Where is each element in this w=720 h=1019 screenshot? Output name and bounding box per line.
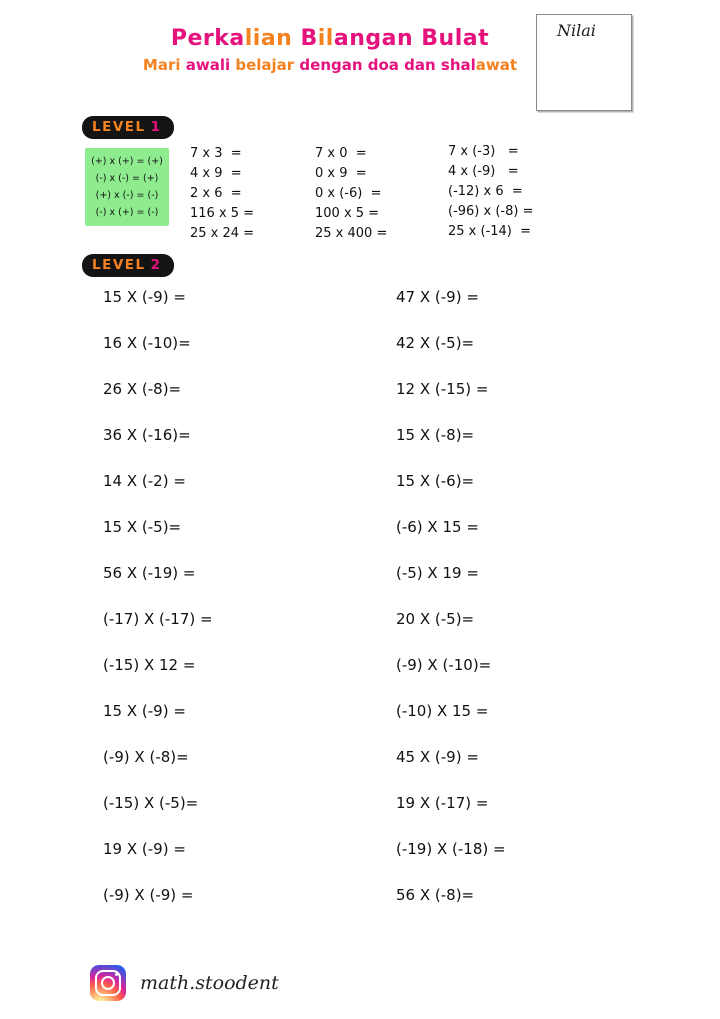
level2-problem: 19 X (-9) = bbox=[103, 840, 186, 858]
level2-badge bbox=[82, 254, 174, 277]
level2-problem: 19 X (-17) = bbox=[396, 794, 489, 812]
subtitle-segment: dengan doa dan shal bbox=[299, 56, 476, 74]
level1-problem: 25 x (-14) = bbox=[448, 224, 532, 239]
level2-problem: 16 X (-10)= bbox=[103, 334, 191, 352]
level2-problem: 26 X (-8)= bbox=[103, 380, 182, 398]
level2-column-right bbox=[396, 290, 506, 903]
level1-problem: 7 x 0 = bbox=[315, 146, 367, 161]
subtitle-segment: awali bbox=[185, 56, 236, 74]
level2-problem: 15 X (-5)= bbox=[103, 518, 182, 536]
level2-problem: 15 X (-9) = bbox=[103, 702, 186, 720]
level2-problem: 14 X (-2) = bbox=[103, 472, 186, 490]
level2-problem: 42 X (-5)= bbox=[396, 334, 475, 352]
level1-column-3 bbox=[448, 142, 533, 242]
level2-problem: 15 X (-8)= bbox=[396, 426, 475, 444]
title-segment: Perka bbox=[170, 26, 245, 51]
level1-problem: 25 x 24 = bbox=[190, 226, 255, 241]
level2-problem: (-19) X (-18) = bbox=[396, 840, 506, 858]
title-segment: il bbox=[317, 26, 334, 51]
footer bbox=[90, 965, 279, 1001]
level2-problem: 15 X (-6)= bbox=[396, 472, 475, 490]
level2-problem: 20 X (-5)= bbox=[396, 610, 475, 628]
level1-problem: 4 x (-9) = bbox=[448, 164, 519, 179]
instagram-icon bbox=[90, 965, 126, 1001]
level2-problem: (-15) X 12 = bbox=[103, 656, 196, 674]
level1-badge-label: LEVEL bbox=[92, 119, 146, 135]
score-label: Nilai bbox=[557, 21, 596, 40]
subtitle-segment: awat bbox=[475, 56, 518, 74]
level2-problem: 15 X (-9) = bbox=[103, 288, 186, 306]
level2-problem: 12 X (-15) = bbox=[396, 380, 489, 398]
title-segment: angan Bulat bbox=[333, 26, 490, 51]
subtitle-segment: Mari bbox=[142, 56, 186, 74]
level2-problem: (-17) X (-17) = bbox=[103, 610, 213, 628]
level1-badge-number: 1 bbox=[150, 119, 162, 135]
title-segment: B bbox=[292, 26, 318, 51]
sign-rule-line: (-) x (+) = (-) bbox=[95, 207, 159, 218]
level1-problem: 7 x 3 = bbox=[190, 146, 242, 161]
level1-problem: 7 x (-3) = bbox=[448, 144, 519, 159]
level1-problem: 116 x 5 = bbox=[190, 206, 255, 221]
level2-problem: 47 X (-9) = bbox=[396, 288, 479, 306]
level1-column-2 bbox=[315, 144, 387, 244]
level2-problem: (-6) X 15 = bbox=[396, 518, 479, 536]
title-segment: lian bbox=[244, 26, 293, 51]
sign-rules-box bbox=[85, 148, 169, 226]
level2-problem: (-5) X 19 = bbox=[396, 564, 479, 582]
level1-problem: 0 x 9 = bbox=[315, 166, 367, 181]
sign-rule-line: (+) x (-) = (-) bbox=[95, 190, 159, 201]
level2-problem: 36 X (-16)= bbox=[103, 426, 191, 444]
level2-problem: (-9) X (-10)= bbox=[396, 656, 492, 674]
level2-problem: (-15) X (-5)= bbox=[103, 794, 199, 812]
sign-rule-line: (-) x (-) = (+) bbox=[95, 173, 159, 184]
score-box bbox=[536, 14, 632, 111]
level2-problem: (-9) X (-8)= bbox=[103, 748, 189, 766]
level2-problem: (-9) X (-9) = bbox=[103, 886, 194, 904]
level1-problem: (-96) x (-8) = bbox=[448, 204, 534, 219]
level1-problem: 2 x 6 = bbox=[190, 186, 242, 201]
level2-problem: (-10) X 15 = bbox=[396, 702, 489, 720]
level2-problem: 45 X (-9) = bbox=[396, 748, 479, 766]
level2-problem: 56 X (-19) = bbox=[103, 564, 196, 582]
level1-column-1 bbox=[190, 144, 254, 244]
level1-problem: 25 x 400 = bbox=[315, 226, 388, 241]
instagram-handle: math.stoodent bbox=[140, 972, 279, 994]
subtitle-segment: belajar bbox=[235, 56, 300, 74]
instagram-lens-icon bbox=[101, 976, 115, 990]
level1-badge bbox=[82, 116, 174, 139]
level2-badge-number: 2 bbox=[150, 257, 162, 273]
level2-column-left bbox=[103, 290, 213, 903]
level1-problem: (-12) x 6 = bbox=[448, 184, 523, 199]
level1-problem: 100 x 5 = bbox=[315, 206, 380, 221]
sign-rule-line: (+) x (+) = (+) bbox=[91, 156, 163, 167]
level1-problem: 4 x 9 = bbox=[190, 166, 242, 181]
instagram-flash-dot-icon bbox=[115, 973, 118, 976]
level2-problem: 56 X (-8)= bbox=[396, 886, 475, 904]
level2-badge-label: LEVEL bbox=[92, 257, 146, 273]
level1-problem: 0 x (-6) = bbox=[315, 186, 382, 201]
